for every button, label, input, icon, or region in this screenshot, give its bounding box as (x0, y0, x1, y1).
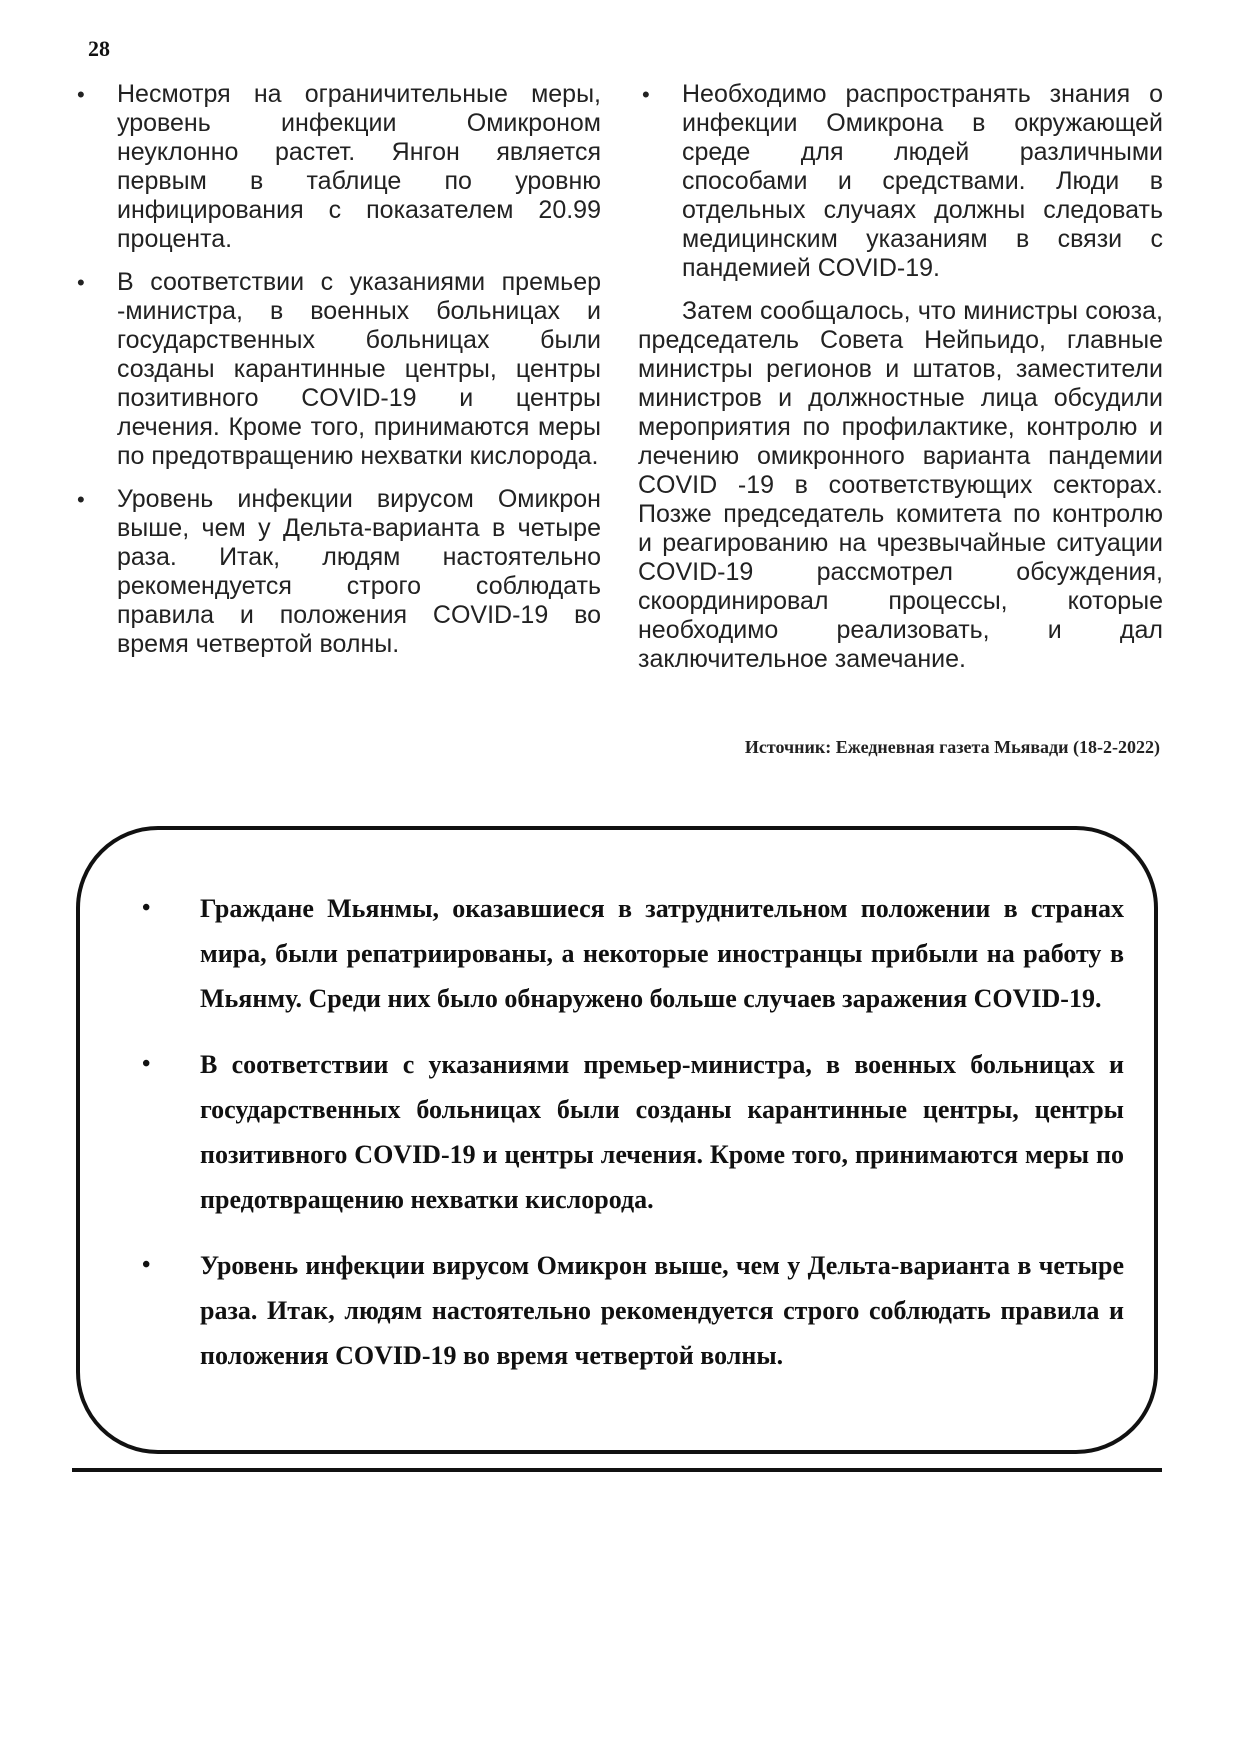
list-item-text: Граждане Мьянмы, оказавшиеся в затруднительном положении в странах мира, были репатриированы, а некоторые иностранцы прибыли на работу в Мьянму. Среди них было обнаружено больше случаев заражения COVID-19. (200, 894, 1124, 1013)
list-item (110, 886, 1124, 1021)
bullet-icon: • (77, 487, 85, 512)
source-citation: Источник: Ежедневная газета Мьявади (18-2-2022) (744, 737, 1160, 757)
list-item-text: Необходимо распространять знания о инфекции Омикрона в окружающей среде для людей различными способами и средствами. Люди в отдельных случаях должны следовать медицинским указаниям в связи с пандемией COVID-19. (682, 80, 1163, 282)
right-bullet-list (638, 80, 1163, 283)
bullet-icon: • (142, 1051, 151, 1077)
right-column (638, 80, 1163, 674)
list-item (110, 1042, 1124, 1222)
bullet-icon: • (642, 82, 650, 107)
list-item (73, 80, 601, 254)
summary-bullet-list (110, 886, 1124, 1378)
left-bullet-list (73, 80, 601, 659)
list-item-text: Уровень инфекции вирусом Омикрон выше, чем у Дельта-варианта в четыре раза. Итак, людям настоятельно рекомендуется строго соблюдать правила и положения COVID-19 во время четвертой волны. (117, 485, 601, 658)
page-number: 28 (88, 36, 110, 61)
list-item-text: Несмотря на ограничительные меры, уровень инфекции Омикроном неуклонно растет. Янгон является первым в таблице по уровню инфицирования с показателем 20.99 процента. (117, 80, 601, 253)
body-paragraph: Затем сообщалось, что министры союза, председатель Совета Нейпьидо, главные министры регионов и штатов, заместители министров и должностные лица обсудили мероприятия по профилактике, контролю и лечению омикронного варианта пандемии COVID -19 в соответствующих секторах. Позже председатель комитета по контролю и реагированию на чрезвычайные ситуации COVID-19 рассмотрел обсуждения, скоординировал процессы, которые необходимо реализовать, и дал заключительное замечание. (638, 297, 1163, 673)
list-item (73, 268, 601, 471)
bullet-icon: • (142, 895, 151, 921)
horizontal-divider (72, 1468, 1162, 1472)
left-column (73, 80, 601, 673)
bullet-icon: • (142, 1252, 151, 1278)
list-item-text: В соответствии с указаниями премьер-министра, в военных больницах и государственных больницах были созданы карантинные центры, центры позитивного COVID-19 и центры лечения. Кроме того, принимаются меры по предотвращению нехватки кислорода. (200, 1050, 1124, 1214)
list-item (73, 485, 601, 659)
list-item-text: Уровень инфекции вирусом Омикрон выше, чем у Дельта-варианта в четыре раза. Итак, людям настоятельно рекомендуется строго соблюдать правила и положения COVID-19 во время четвертой волны. (200, 1251, 1124, 1370)
list-item (638, 80, 1163, 283)
list-item (110, 1243, 1124, 1378)
bullet-icon: • (77, 270, 85, 295)
list-item-text: В соответствии с указаниями премьер -министра, в военных больницах и государственных больницах были созданы карантинные центры, центры позитивного COVID-19 и центры лечения. Кроме того, принимаются меры по предотвращению нехватки кислорода. (117, 268, 601, 470)
bullet-icon: • (77, 82, 85, 107)
summary-box (76, 826, 1158, 1454)
